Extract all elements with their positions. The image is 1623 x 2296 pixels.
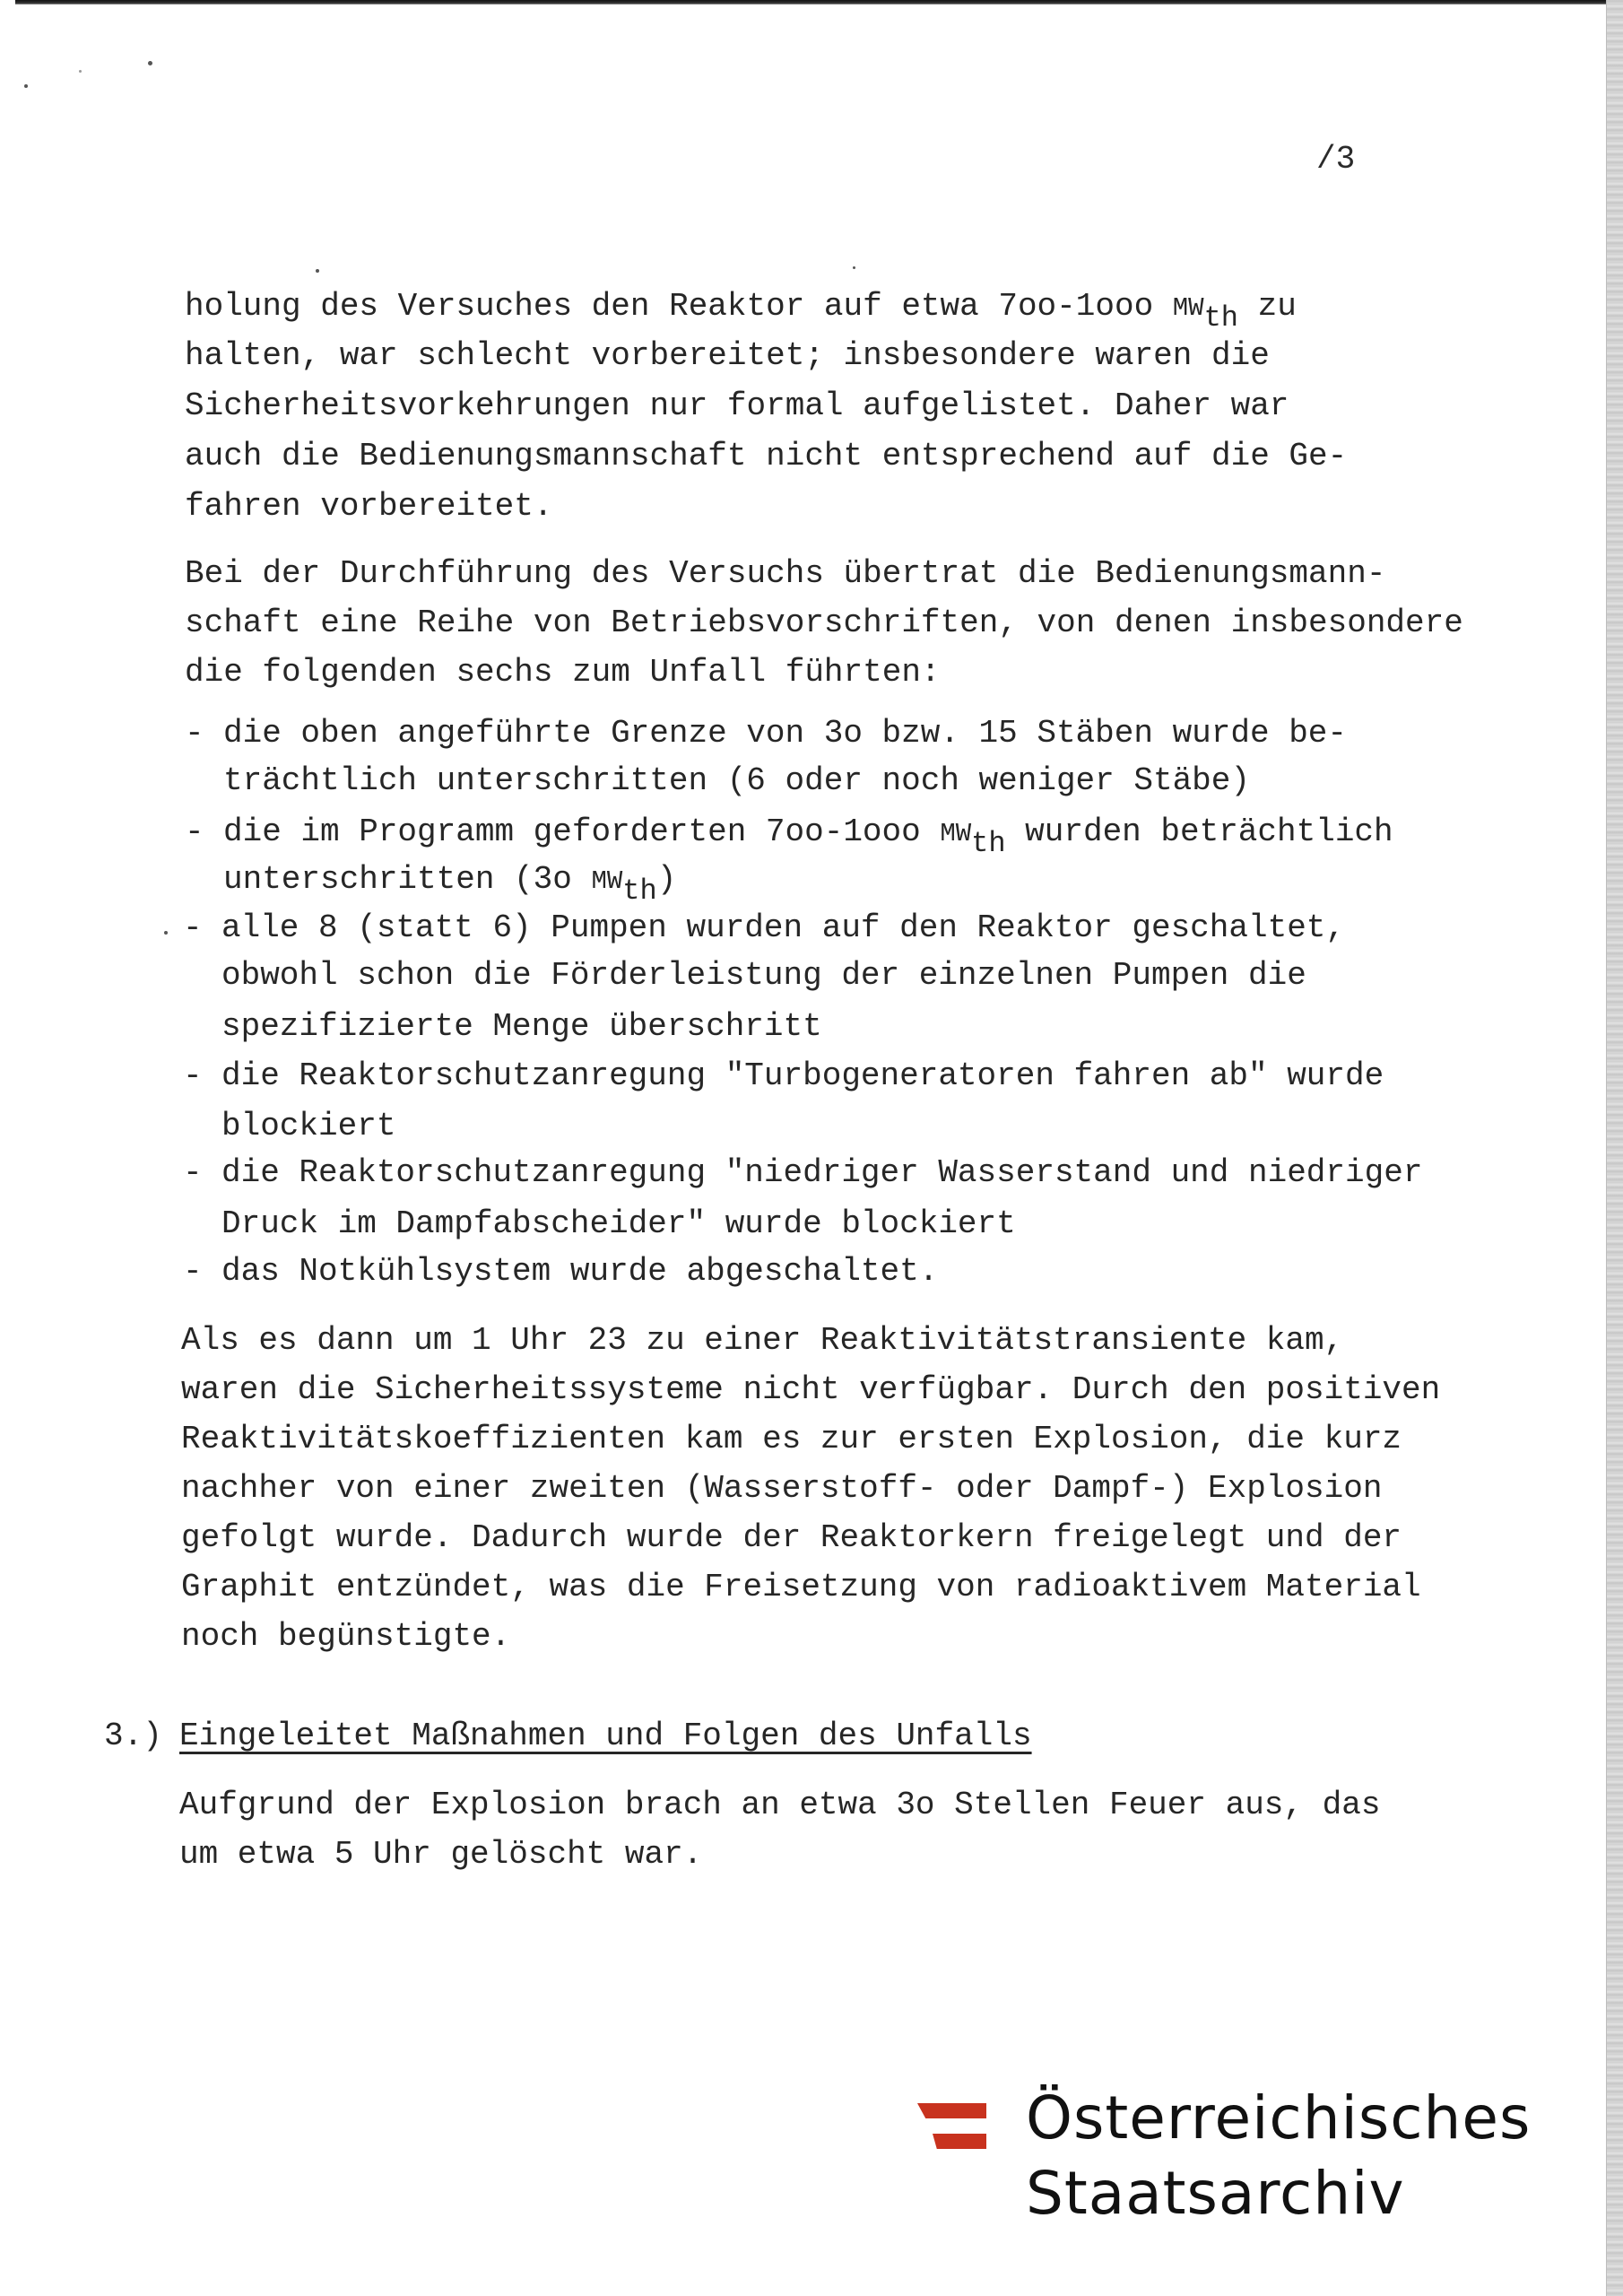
- logo-stripe-bottom: [933, 2134, 986, 2149]
- paragraph-2-line: die folgenden sechs zum Unfall führten:: [185, 654, 941, 691]
- paragraph-2-line: schaft eine Reihe von Betriebsvorschriften, von denen insbesondere: [185, 604, 1463, 641]
- page-number: /3: [1316, 141, 1356, 178]
- logo-line-1: Österreichisches: [1026, 2083, 1532, 2152]
- scan-speck: [148, 61, 152, 65]
- bullet-3-line: spezifizierte Menge überschritt: [221, 1008, 822, 1045]
- bullet-6-line: das Notkühlsystem wurde abgeschaltet.: [221, 1253, 939, 1290]
- unit-subscript-th: th: [971, 827, 1006, 860]
- bullet-3-line: obwohl schon die Förderleistung der einzelnen Pumpen die: [221, 957, 1306, 994]
- logo-stripe-top: [917, 2103, 986, 2118]
- section-3-body-line: um etwa 5 Uhr gelöscht war.: [179, 1836, 703, 1873]
- bullet-2-line-1-text: die im Programm geforderten 7oo-1ooo: [223, 813, 941, 850]
- bullet-5-line: die Reaktorschutzanregung "niedriger Wasserstand und niedriger: [221, 1154, 1423, 1191]
- paragraph-1-line-1-text: holung des Versuches den Reaktor auf etwa 7oo-1ooo: [185, 288, 1173, 325]
- paragraph-3-line: Reaktivitätskoeffizienten kam es zur ersten Explosion, die kurz: [181, 1421, 1402, 1457]
- bullet-2-line: [223, 813, 1393, 860]
- unit-subscript-th: th: [622, 874, 657, 908]
- bullet-dash: -: [185, 813, 204, 850]
- scan-speck: [853, 266, 855, 269]
- paragraph-1-line: auch die Bedienungsmannschaft nicht entsprechend auf die Ge-: [185, 438, 1348, 474]
- paragraph-1-line: fahren vorbereitet.: [185, 488, 553, 525]
- scan-speck: [79, 70, 82, 73]
- paragraph-3-line: noch begünstigte.: [181, 1618, 511, 1655]
- bullet-dash: -: [183, 1057, 203, 1094]
- scan-speck: [164, 931, 168, 935]
- bullet-dash: -: [185, 715, 204, 752]
- bullet-5-line: Druck im Dampfabscheider" wurde blockiert: [221, 1205, 1016, 1242]
- unit-mw: MW: [940, 819, 972, 848]
- bullet-4-line: die Reaktorschutzanregung "Turbogeneratoren fahren ab" wurde: [221, 1057, 1384, 1094]
- paragraph-1-line: [185, 288, 1297, 335]
- paragraph-3-line: waren die Sicherheitssysteme nicht verfügbar. Durch den positiven: [181, 1371, 1441, 1408]
- bullet-2-line-1-tail: wurden beträchtlich: [1005, 813, 1393, 850]
- bullet-dash: -: [183, 1154, 203, 1191]
- logo-line-2: Staatsarchiv: [1026, 2159, 1405, 2228]
- bullet-dash: -: [183, 909, 203, 946]
- paragraph-3-line: nachher von einer zweiten (Wasserstoff- oder Dampf-) Explosion: [181, 1470, 1383, 1507]
- paragraph-3-line: Als es dann um 1 Uhr 23 zu einer Reaktivitätstransiente kam,: [181, 1322, 1344, 1359]
- paragraph-1-line-1-tail: zu: [1238, 288, 1297, 325]
- scan-speck: [24, 84, 28, 88]
- unit-mw: MW: [591, 866, 623, 896]
- bullet-2-line-2-tail: ): [656, 861, 677, 898]
- bullet-2-line-2-text: unterschritten (3o: [223, 861, 592, 898]
- section-3-body-line: Aufgrund der Explosion brach an etwa 3o Stellen Feuer aus, das: [179, 1787, 1381, 1823]
- paragraph-3-line: Graphit entzündet, was die Freisetzung von radioaktivem Material: [181, 1569, 1421, 1605]
- bullet-3-line: alle 8 (statt 6) Pumpen wurden auf den Reaktor geschaltet,: [221, 909, 1346, 946]
- unit-subscript-th: th: [1203, 301, 1238, 335]
- paragraph-1-line: halten, war schlecht vorbereitet; insbesondere waren die: [185, 337, 1270, 374]
- section-3-title: Eingeleitet Maßnahmen und Folgen des Unfalls: [179, 1718, 1032, 1754]
- paragraph-1-line: Sicherheitsvorkehrungen nur formal aufgelistet. Daher war: [185, 387, 1289, 424]
- paragraph-3-line: gefolgt wurde. Dadurch wurde der Reaktorkern freigelegt und der: [181, 1519, 1402, 1556]
- section-3-number: 3.): [104, 1718, 162, 1754]
- bullet-1-line: trächtlich unterschritten (6 oder noch weniger Stäbe): [223, 762, 1250, 799]
- scan-speck: [316, 269, 319, 273]
- scan-top-edge: [15, 0, 1607, 4]
- unit-mw: MW: [1172, 293, 1204, 323]
- bullet-1-line: die oben angeführte Grenze von 3o bzw. 15 Stäben wurde be-: [223, 715, 1348, 752]
- bullet-2-line: [223, 861, 677, 908]
- bullet-4-line: blockiert: [221, 1108, 396, 1144]
- scan-right-edge: [1606, 0, 1623, 2296]
- paragraph-2-line: Bei der Durchführung des Versuchs übertrat die Bedienungsmann-: [185, 555, 1386, 592]
- bullet-dash: -: [183, 1253, 203, 1290]
